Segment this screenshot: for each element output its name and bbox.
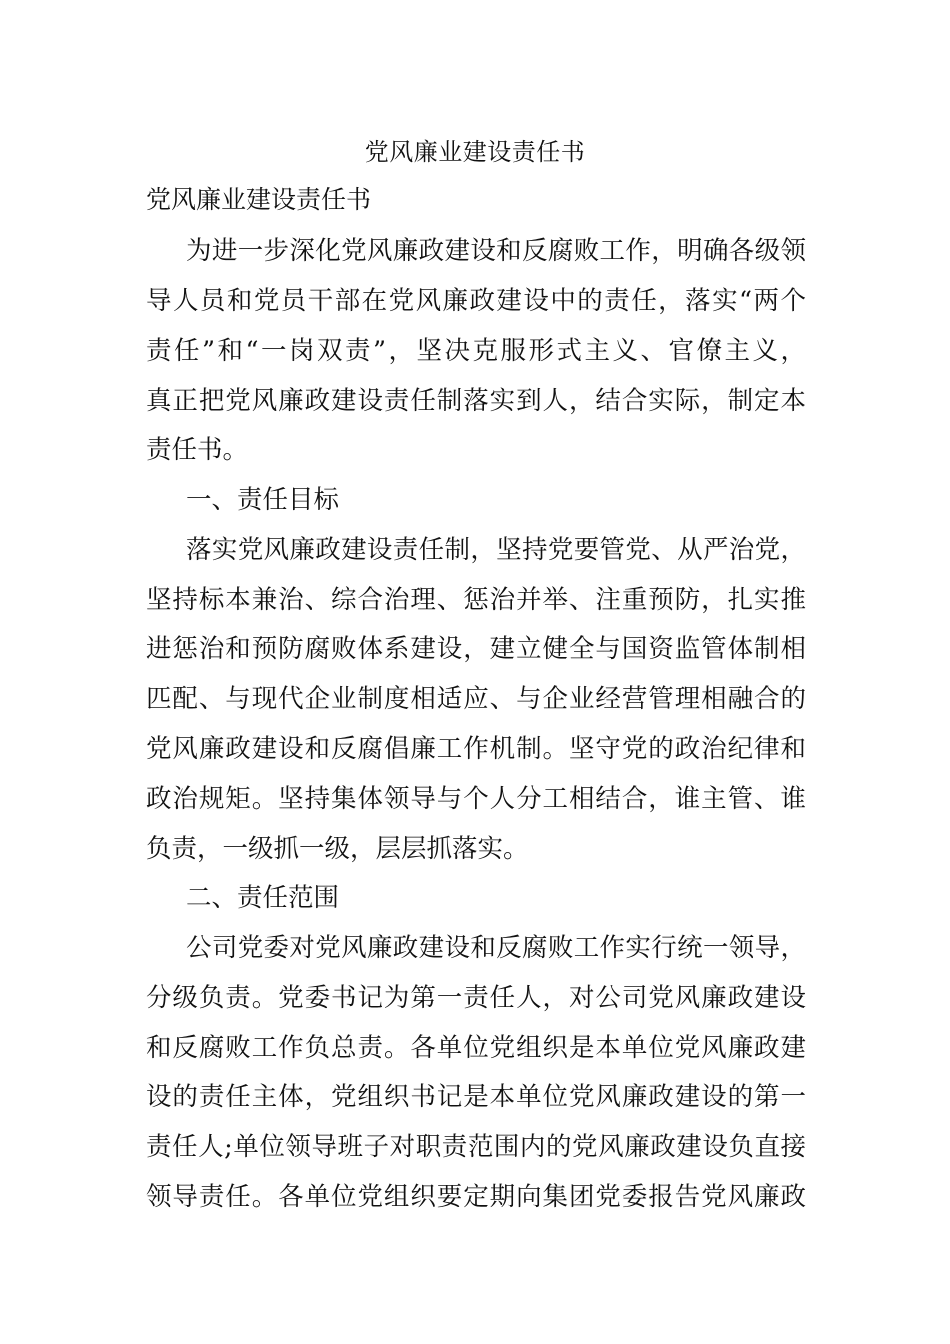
paragraph-line: 分级负责。党委书记为第一责任人，对公司党风廉政建设 (146, 983, 806, 1013)
paragraph-line: 导人员和党员干部在党风廉政建设中的责任，落实“两个 (146, 286, 806, 316)
paragraph-line: 坚持标本兼治、综合治理、惩治并举、注重预防，扎实推 (146, 585, 806, 615)
section-heading-1: 一、责任目标 (186, 485, 340, 515)
paragraph-line: 为进一步深化党风廉政建设和反腐败工作，明确各级领 (186, 236, 806, 266)
document-title: 党风廉业建设责任书 (364, 138, 586, 166)
paragraph-line: 负责，一级抓一级，层层抓落实。 (146, 834, 529, 864)
paragraph-line: 进惩治和预防腐败体系建设，建立健全与国资监管体制相 (146, 634, 806, 664)
paragraph-line: 设的责任主体，党组织书记是本单位党风廉政建设的第一 (146, 1082, 806, 1112)
paragraph-line: 党风廉政建设和反腐倡廉工作机制。坚守党的政治纪律和 (146, 734, 806, 764)
document-subtitle: 党风廉业建设责任书 (146, 185, 372, 214)
paragraph-line: 领导责任。各单位党组织要定期向集团党委报告党风廉政 (146, 1182, 806, 1212)
paragraph-line: 匹配、与现代企业制度相适应、与企业经营管理相融合的 (146, 684, 806, 714)
paragraph-line: 真正把党风廉政建设责任制落实到人，结合实际，制定本 (146, 386, 806, 416)
paragraph-line: 政治规矩。坚持集体领导与个人分工相结合，谁主管、谁 (146, 784, 806, 814)
paragraph-line: 责任书。 (146, 435, 249, 465)
paragraph-line: 责任人;单位领导班子对职责范围内的党风廉政建设负直接 (146, 1132, 806, 1162)
paragraph-line: 责任”和“一岗双责”，坚决克服形式主义、官僚主义， (146, 336, 806, 366)
paragraph-line: 和反腐败工作负总责。各单位党组织是本单位党风廉政建 (146, 1033, 806, 1063)
paragraph-line: 落实党风廉政建设责任制，坚持党要管党、从严治党， (186, 535, 806, 565)
section-heading-2: 二、责任范围 (186, 883, 340, 913)
paragraph-line: 公司党委对党风廉政建设和反腐败工作实行统一领导， (186, 933, 806, 963)
